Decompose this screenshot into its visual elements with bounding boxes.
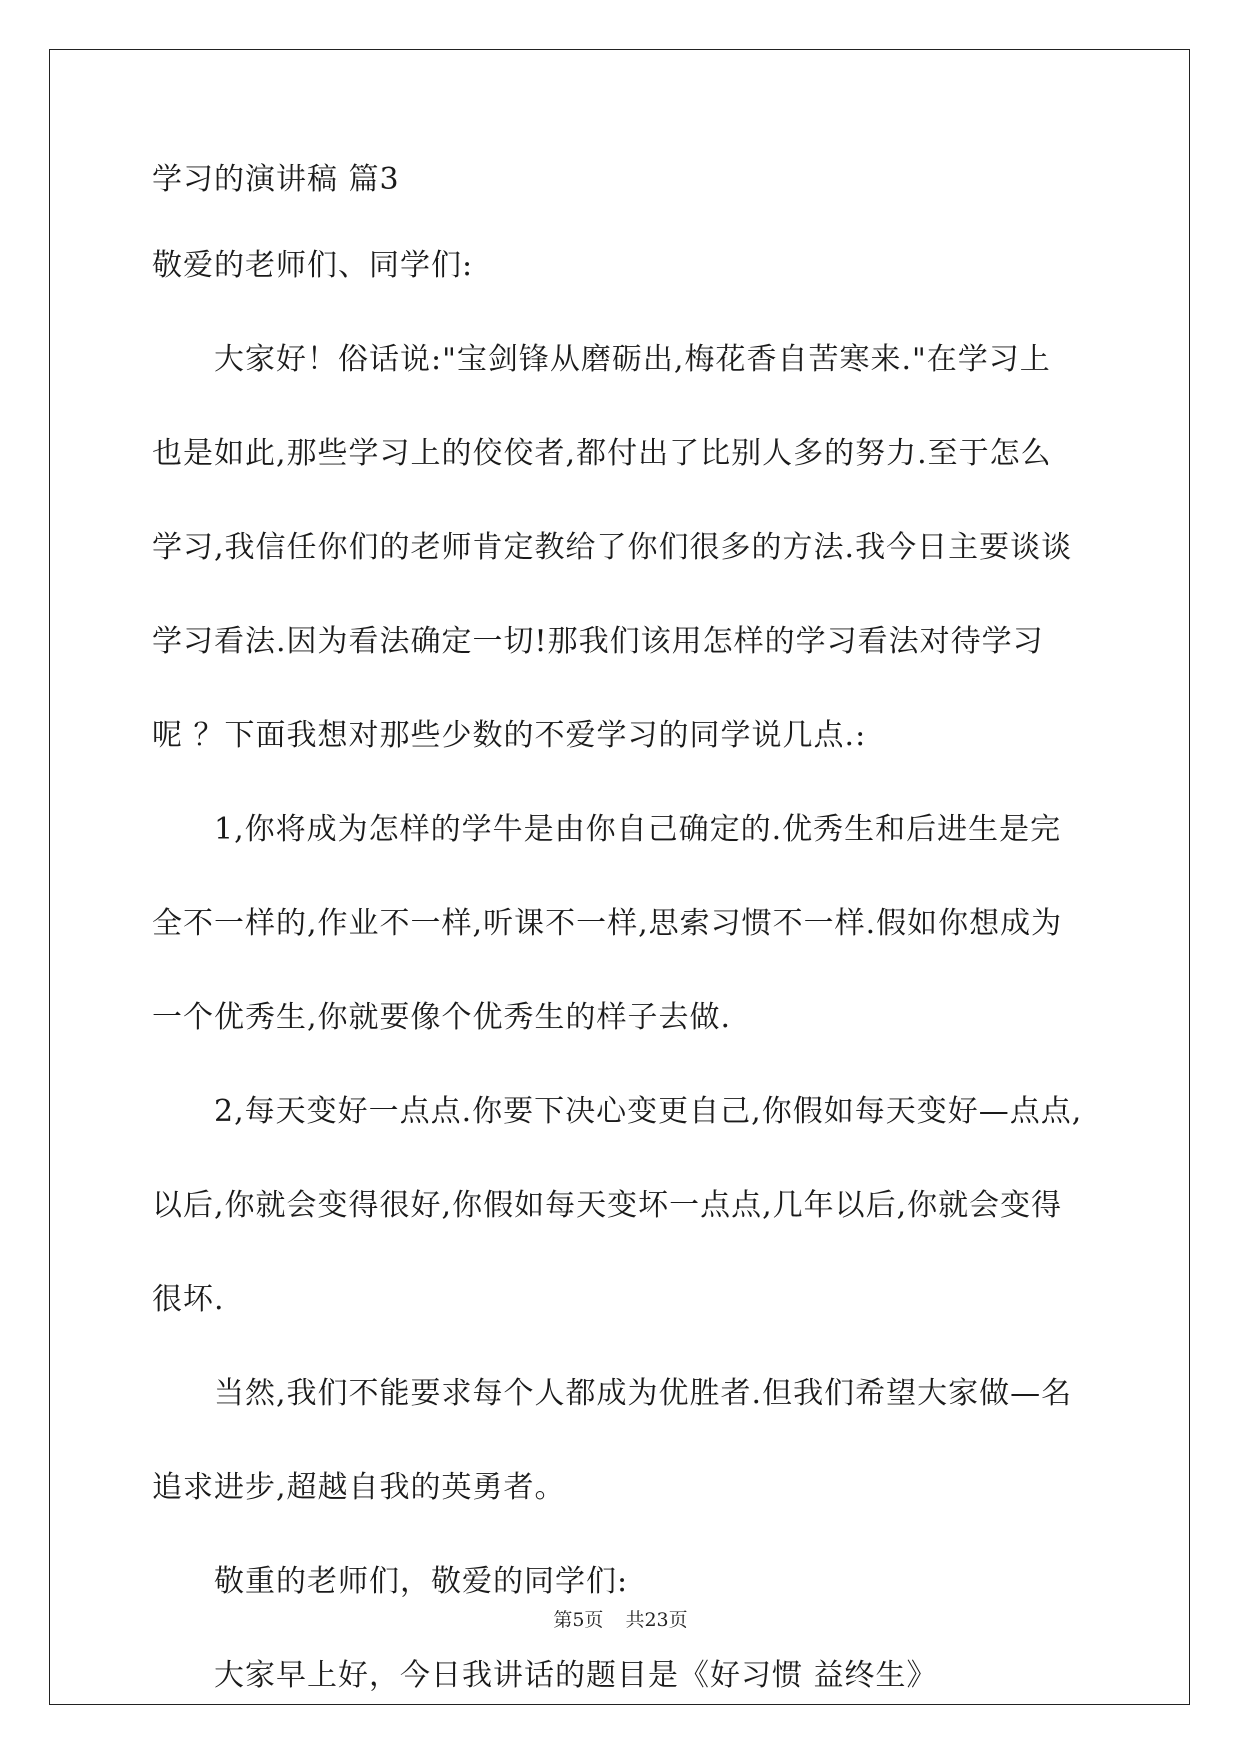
- text-line: 大家好！俗话说:"宝剑锋从磨砺出,梅花香自苦寒来."在学习上: [214, 342, 1051, 377]
- text-line: 也是如此,那些学习上的佼佼者,都付出了比别人多的努力.至于怎么: [152, 436, 1052, 471]
- text-line: 呢 ？下面我想对那些少数的不爱学习的同学说几点.:: [152, 718, 867, 753]
- page-footer: [0, 1605, 1241, 1632]
- text-line: 当然,我们不能要求每个人都成为优胜者.但我们希望大家做—名: [214, 1376, 1073, 1411]
- section-heading: 学习的演讲稿 篇3: [152, 162, 400, 197]
- text-line: 一个优秀生,你就要像个优秀生的样子去做.: [152, 1000, 732, 1035]
- text-line: 全不一样的,作业不一样,听课不一样,思索习惯不一样.假如你想成为: [152, 906, 1063, 941]
- text-line: 追求进步,超越自我的英勇者。: [152, 1470, 566, 1505]
- page-total: 共23页: [625, 1609, 688, 1631]
- text-line: 大家早上好，今日我讲话的题目是《好习惯 益终生》: [214, 1658, 938, 1693]
- text-line: 以后,你就会变得很好,你假如每天变坏一点点,几年以后,你就会变得: [152, 1188, 1063, 1223]
- text-line: 学习看法.因为看法确定一切!那我们该用怎样的学习看法对待学习: [152, 624, 1044, 659]
- text-line: 敬重的老师们，敬爱的同学们:: [214, 1564, 629, 1599]
- page-number: 第5页: [553, 1609, 604, 1631]
- page-border: [49, 49, 1190, 1705]
- text-line: 很坏.: [152, 1282, 225, 1317]
- text-line: 2,每天变好一点点.你要下决心变更自己,你假如每天变好—点点,: [214, 1094, 1083, 1129]
- text-line: 学习,我信任你们的老师肯定教给了你们很多的方法.我今日主要谈谈: [152, 530, 1073, 565]
- text-line: 1,你将成为怎样的学牛是由你自己确定的.优秀生和后进生是完: [214, 812, 1062, 847]
- salutation: 敬爱的老师们、同学们:: [152, 248, 474, 283]
